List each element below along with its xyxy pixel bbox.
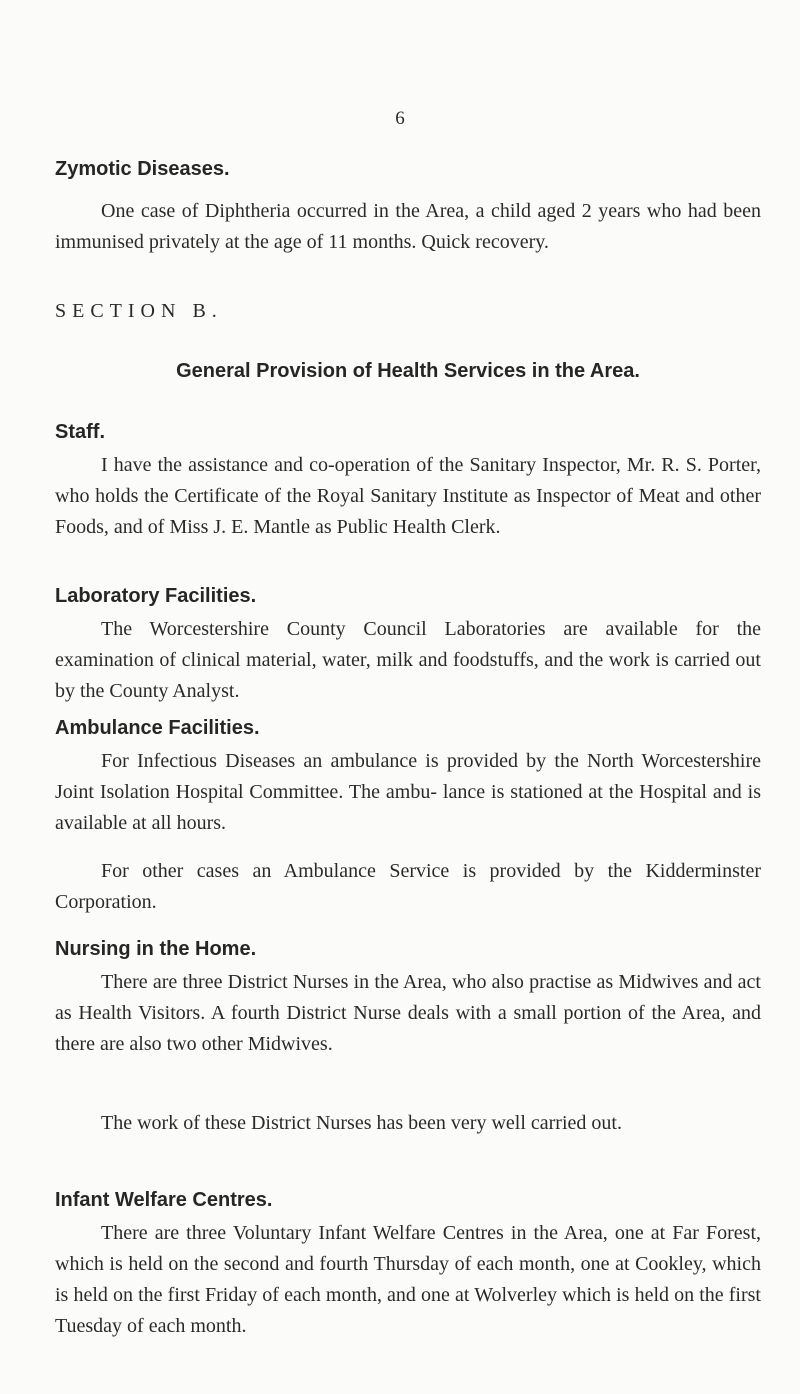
heading-zymotic-diseases: Zymotic Diseases. [55,158,230,180]
heading-nursing-in-the-home: Nursing in the Home. [55,938,257,960]
paragraph-nursing-nurses: There are three District Nurses in the Area, who also practise as Midwives and act as Health Visitors. A fourth District Nurse deals with a small portion of the Area, and there are also two other Midwives. [55,971,761,1055]
section-title: SECTION B. [55,300,223,322]
heading-staff: Staff. [55,421,105,443]
heading-general-provision: General Provision of Health Services in the Area. [176,360,640,382]
paragraph-zymotic: One case of Diphtheria occurred in the Area, a child aged 2 years who had been immunised privately at the age of 11 months. Quick recovery. [55,200,761,253]
paragraph-ambulance-other: For other cases an Ambulance Service is provided by the Kidderminster Corporation. [55,860,761,913]
heading-infant-welfare-centres: Infant Welfare Centres. [55,1189,273,1211]
heading-laboratory-facilities: Laboratory Facilities. [55,585,257,607]
heading-ambulance-facilities: Ambulance Facilities. [55,717,260,739]
page-number: 6 [395,108,405,129]
paragraph-infant-welfare: There are three Voluntary Infant Welfare Centres in the Area, one at Far Forest, which is held on the second and fourth Thursday of each month, one at Cookley, which is held on the first Friday of each month, and one at Wolverley which is held on the first Tuesday of each month. [55,1222,761,1337]
paragraph-laboratory: The Worcestershire County Council Laboratories are available for the examination of clinical material, water, milk and foodstuffs, and the work is carried out by the County Analyst. [55,618,761,702]
paragraph-staff: I have the assistance and co-operation of the Sanitary Inspector, Mr. R. S. Porter, who holds the Certificate of the Royal Sanitary Institute as Inspector of Meat and other Foods, and of Miss J. E. Mantle as Public Health Clerk. [55,454,761,538]
paragraph-nursing-work: The work of these District Nurses has been very well carried out. [101,1112,622,1134]
paragraph-ambulance-infectious: For Infectious Diseases an ambulance is provided by the North Worcestershire Joint Isolation Hospital Committee. The ambu- lance is stationed at the Hospital and is available at all hours. [55,750,761,834]
